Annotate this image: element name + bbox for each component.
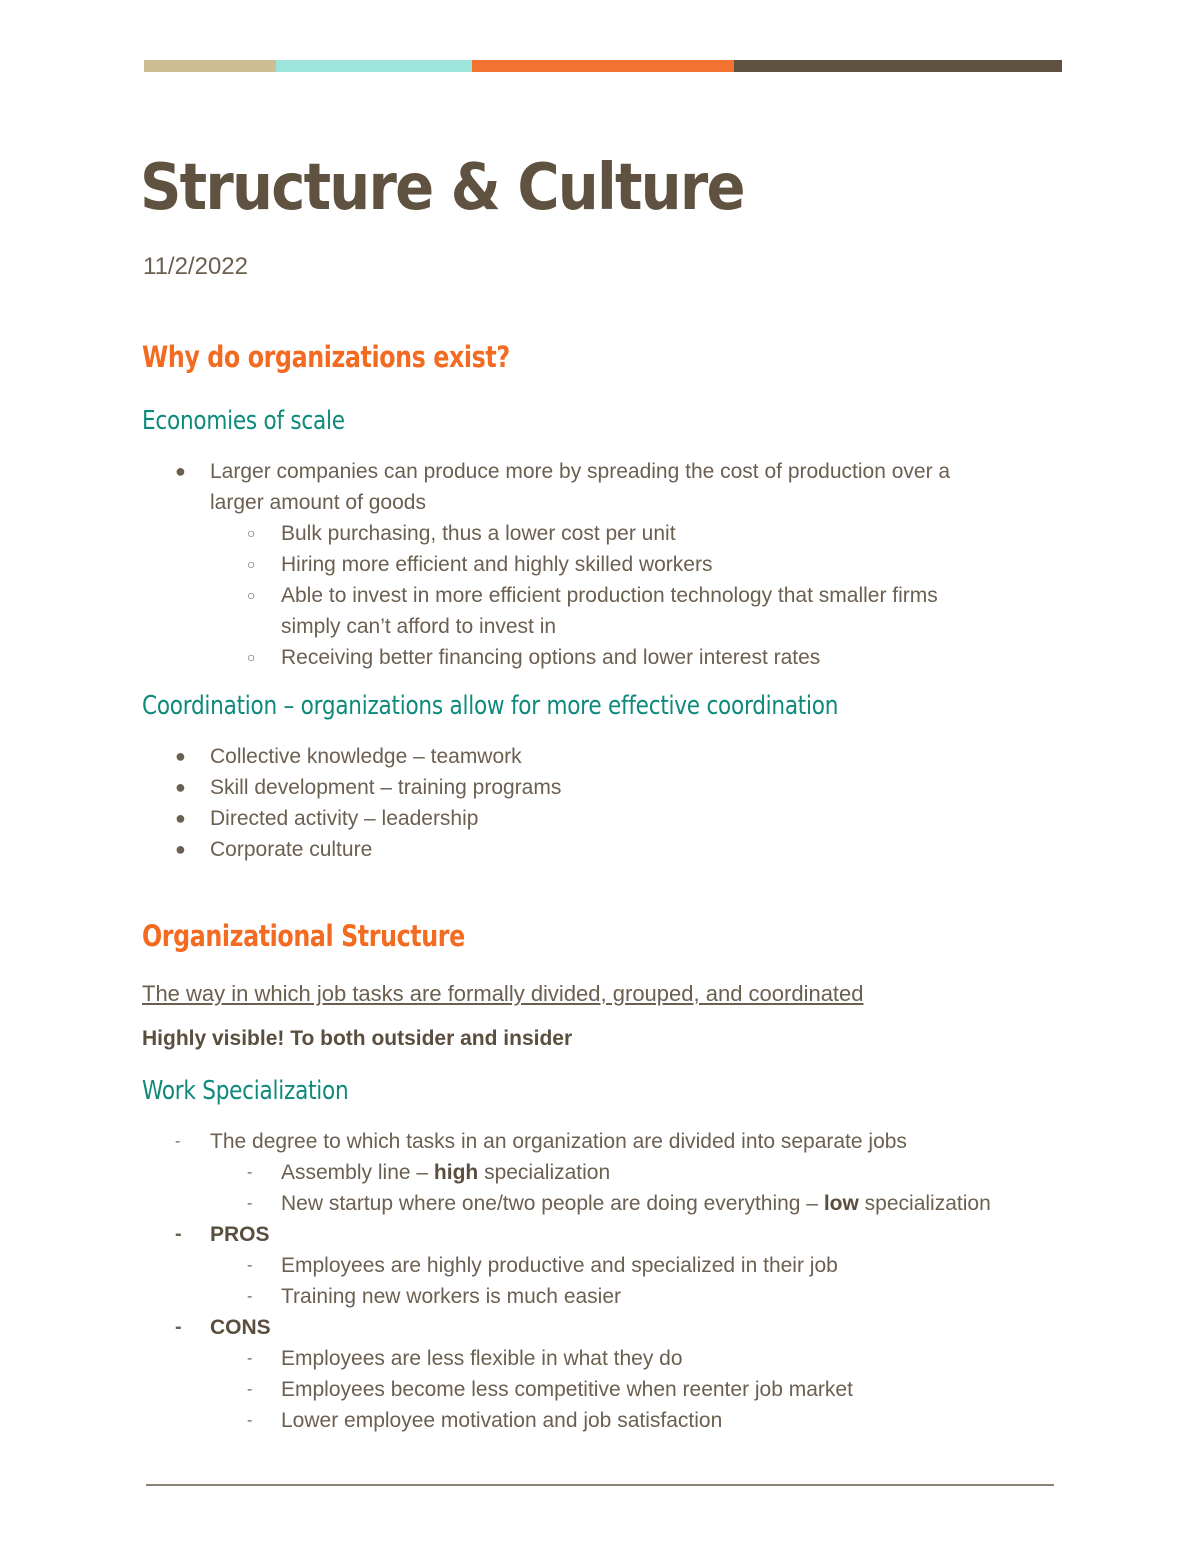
dash-bullet-icon: - [247, 1195, 253, 1212]
dash-bullet-icon: - [247, 1288, 253, 1305]
list-item-text: Bulk purchasing, thus a lower cost per unit [281, 522, 676, 545]
cons-label: CONS [210, 1316, 271, 1339]
coordination-list [142, 741, 561, 865]
bullet-icon: ● [175, 746, 186, 766]
color-bar-segment-aqua [276, 60, 472, 72]
dash-bullet-icon: - [175, 1316, 182, 1338]
bullet-icon: ● [175, 777, 186, 797]
list-item [142, 834, 561, 865]
list-item [142, 1250, 991, 1281]
footer-divider [146, 1484, 1054, 1486]
list-item-text: Receiving better financing options and lower interest rates [281, 646, 821, 669]
subheading-work-specialization: Work Specialization [142, 1076, 349, 1106]
callout-text: Highly visible! To both outsider and insider [142, 1027, 573, 1050]
bold-text-run: high [433, 1161, 479, 1184]
list-item-text: Collective knowledge – teamwork [210, 745, 522, 768]
list-item [142, 549, 950, 580]
subheading-coordination: Coordination – organizations allow for more effective coordination [142, 691, 839, 721]
list-item [142, 1281, 991, 1312]
list-item-text: Lower employee motivation and job satisfaction [281, 1409, 723, 1432]
color-bar-segment-tan [144, 60, 276, 72]
bullet-icon: ● [175, 461, 186, 481]
dash-bullet-icon: - [247, 1350, 253, 1367]
text-run: Assembly line – [281, 1161, 434, 1184]
heading-why-organizations-exist: Why do organizations exist? [142, 340, 510, 374]
list-item [142, 1374, 991, 1405]
list-item [142, 803, 561, 834]
list-item [142, 772, 561, 803]
list-item [142, 580, 950, 611]
list-item-text: The degree to which tasks in an organization are divided into separate jobs [210, 1130, 907, 1153]
economies-list [142, 456, 950, 673]
circle-bullet-icon: ○ [247, 556, 256, 572]
list-item [142, 1405, 991, 1436]
circle-bullet-icon: ○ [247, 649, 256, 665]
document-date: 11/2/2022 [143, 253, 248, 280]
list-item-text: Directed activity – leadership [210, 807, 479, 830]
list-item-continuation [142, 611, 950, 642]
list-item [142, 1126, 991, 1157]
heading-organizational-structure: Organizational Structure [142, 919, 465, 953]
pros-label: PROS [210, 1223, 270, 1246]
list-item-text: Employees are highly productive and specialized in their job [281, 1254, 838, 1277]
text-run: New startup where one/two people are doing everything – [281, 1192, 824, 1215]
list-item-text: Hiring more efficient and highly skilled workers [281, 553, 713, 576]
list-item [142, 741, 561, 772]
subheading-economies-of-scale: Economies of scale [142, 406, 345, 436]
definition-text: The way in which job tasks are formally divided, grouped, and coordinated [142, 981, 864, 1006]
list-item-text: Skill development – training programs [210, 776, 562, 799]
list-item-pros [142, 1219, 991, 1250]
color-bar-segment-orange [472, 60, 734, 72]
dash-bullet-icon: - [247, 1412, 253, 1429]
list-item-cons [142, 1312, 991, 1343]
circle-bullet-icon: ○ [247, 525, 256, 541]
list-item [142, 518, 950, 549]
circle-bullet-icon: ○ [247, 587, 256, 603]
text-run: specialization [858, 1192, 991, 1215]
list-item [142, 1188, 991, 1219]
text-run: specialization [478, 1161, 611, 1184]
dash-bullet-icon: - [175, 1133, 181, 1150]
list-item-continuation [142, 487, 950, 518]
list-item-text: larger amount of goods [210, 491, 426, 514]
list-item-text: Corporate culture [210, 838, 373, 861]
list-item-text [281, 1192, 991, 1215]
dash-bullet-icon: - [175, 1223, 182, 1245]
dash-bullet-icon: - [247, 1381, 253, 1398]
list-item-text: Employees become less competitive when reenter job market [281, 1378, 853, 1401]
list-item-text: Training new workers is much easier [281, 1285, 622, 1308]
list-item-text: Able to invest in more efficient production technology that smaller firms [281, 584, 938, 607]
list-item-text: simply can’t afford to invest in [281, 615, 557, 638]
color-bar-segment-brown [734, 60, 1062, 72]
list-item-text [281, 1161, 610, 1184]
list-item [142, 1343, 991, 1374]
work-specialization-list [142, 1126, 991, 1436]
list-item-text: Employees are less flexible in what they do [281, 1347, 683, 1370]
list-item-text: Larger companies can produce more by spreading the cost of production over a [210, 460, 951, 483]
list-item [142, 1157, 991, 1188]
bullet-icon: ● [175, 808, 186, 828]
header-color-bar [144, 60, 1062, 72]
dash-bullet-icon: - [247, 1257, 253, 1274]
bold-text-run: low [823, 1192, 859, 1215]
bullet-icon: ● [175, 839, 186, 859]
dash-bullet-icon: - [247, 1164, 253, 1181]
document-title: Structure & Culture [140, 151, 744, 225]
list-item [142, 642, 950, 673]
list-item [142, 456, 950, 487]
